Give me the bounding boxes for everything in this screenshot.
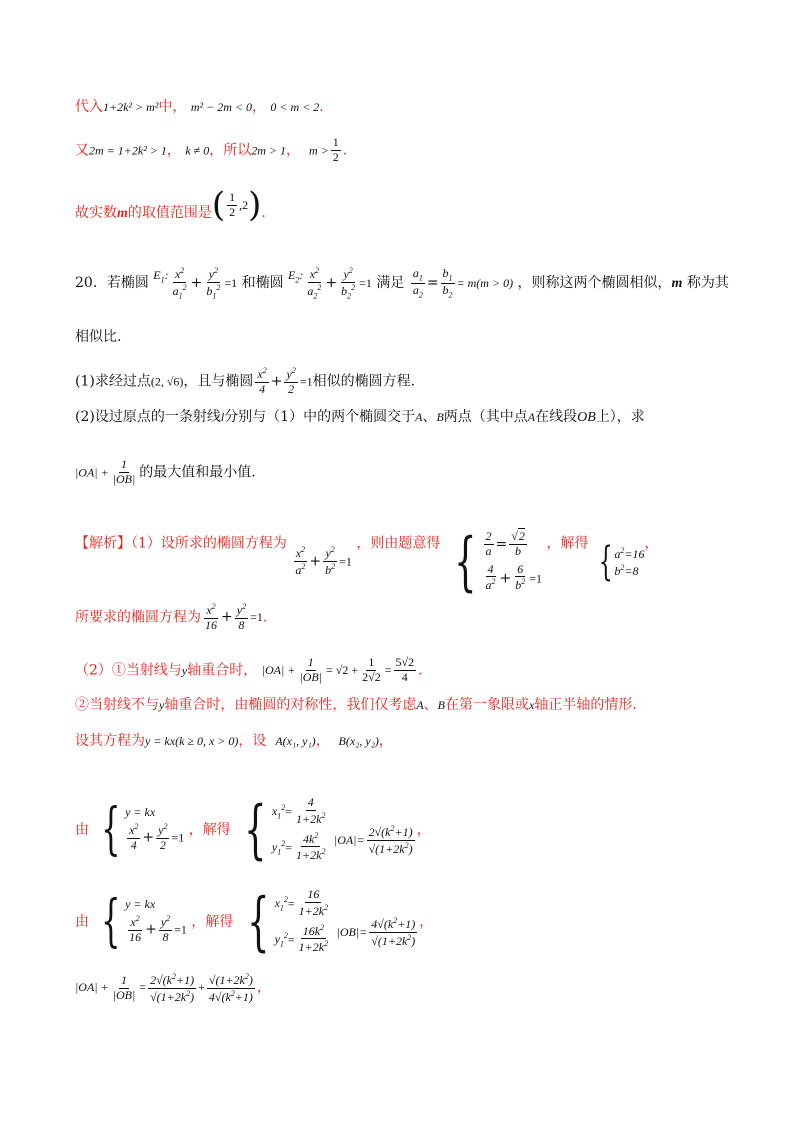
text: . <box>319 99 324 115</box>
math: m <box>671 276 683 292</box>
solution-tag: 【解析】 <box>75 535 131 552</box>
math: A <box>415 410 423 424</box>
math: m <box>117 206 128 221</box>
math: (2, √6) <box>150 374 184 389</box>
text: ，且与椭圆 <box>183 373 254 390</box>
solution-2-case1: （2）①当射线与y轴重合时， |OA| + $\frac{1}{|OB|}$ = √2 + $\frac{1}{2√2}$ = $\frac{5√2}{4}$ . <box>75 655 423 684</box>
text: 代入 <box>75 99 103 115</box>
text: ，设 <box>238 733 267 749</box>
math: 1+2k² > m² <box>103 100 159 114</box>
set-equation: 设其方程为y = kx(k ≥ 0, x > 0)，设 A(x₁, y₁)， B(x₂, y₂)， <box>75 733 393 749</box>
text: 、 <box>422 409 437 425</box>
solution-2-case2 <box>75 698 637 712</box>
text: （2）①当射线与 <box>75 662 182 679</box>
system-2: 由 { y = kx $\frac{x^2}{16}$ + $\frac{y^2}{8}$ =1 ，解得 { $x_1^2=$ $\frac{16}{1+2k^2}$ $y_1^2=$ $\frac{16k^2}{1+2k^2}$ $_{|OB|= \frac{4√(k^2+1)}{√(1+2k^2)}}$ ， <box>75 884 434 959</box>
text: 所要求的椭圆方程为 <box>75 609 201 626</box>
text: 称为其 <box>686 275 729 292</box>
ellipse-e2: $E_2$: <box>288 268 304 285</box>
system-2-eq: { y = kx $\frac{x^2}{16}$ + $\frac{y^2}{8}$ =1 <box>101 888 187 954</box>
question-2-cont: |OA| + $\frac{1}{|OB|}$ 的最大值和最小值. <box>75 457 256 486</box>
text: 的最大值和最小值. <box>139 464 256 481</box>
math: l <box>220 410 225 424</box>
problem-20-cont <box>75 330 121 344</box>
text: 故实数 <box>75 205 117 221</box>
text: ，所以 <box>209 142 252 159</box>
text: 中， <box>158 99 187 115</box>
math: A <box>527 410 536 424</box>
text: ， <box>286 142 301 159</box>
math: 2m > 1 <box>251 143 287 158</box>
question-1: (1)求经过点(2, √6)，且与椭圆 $\frac{x^2}{4}$ + $\frac{y^2}{2}$ =1相似的椭圆方程. <box>75 366 416 396</box>
text: 轴正半轴的情形. <box>534 697 637 713</box>
text: 在线段 <box>535 409 578 425</box>
text: 在第一象限或 <box>445 697 530 713</box>
question-2 <box>75 410 645 425</box>
math: B(x₂, y₂) <box>338 734 379 748</box>
text: 由 <box>75 913 89 930</box>
text: . <box>342 142 348 159</box>
text: 的取值范围是 <box>127 205 212 221</box>
math: 2m = 1+2k² > 1 <box>89 143 167 158</box>
math: y <box>159 698 165 712</box>
text: ， <box>251 99 266 115</box>
text: (1)求经过点 <box>75 373 151 390</box>
system-1-solution: { $x_1^2=$ $\frac{4}{1+2k^2}$ $y_1^2=$ $\frac{4k^2}{1+2k^2}$ <box>244 792 326 867</box>
system-2-solution: { $x_1^2=$ $\frac{16}{1+2k^2}$ $y_1^2=$ $\frac{16k^2}{1+2k^2}$ <box>247 884 329 959</box>
math: B <box>437 698 446 712</box>
text: ，解得 <box>188 821 231 838</box>
math: B <box>436 410 444 424</box>
text: 满足 <box>376 275 405 292</box>
system-1-eq: { y = kx $\frac{x^2}{4}$ + $\frac{y^2}{2}$ =1 <box>101 796 185 862</box>
ellipse-e1: $E_1$: <box>153 268 169 285</box>
interval: ( $\frac{1}{2}$ ,2 ) <box>211 185 262 225</box>
text: ，解得 <box>546 535 589 552</box>
math: OB <box>577 410 596 425</box>
text: 和椭圆 <box>241 275 284 292</box>
text: 设其方程为 <box>75 733 145 749</box>
final-expression: |OA| + $\frac{1}{|OB|}$ = $\frac{2√(k^2+1)}{√(1+2k^2)}$ + $\frac{√(1+2k^2)}{4√(k^2+1)}$ ， <box>75 972 271 1004</box>
text: ， <box>419 913 434 930</box>
answer-line: 所要求的椭圆方程为 $\frac{x^2}{16}$ + $\frac{y^2}{8}$ =1. <box>75 602 268 632</box>
solution-1: 【解析】（1）设所求的椭圆方程为 $\frac{x^2}{a^2}$ + $\frac{y^2}{b^2}$ =1 ，则由题意得 { $\frac{2}{a}$ = $\frac{√2}{b}$ $\frac{4}{a^2}$ + $\frac{6}{b^2}$ =1 ，解得 { $a^2=16$ $b^2=8$ ， <box>75 524 659 599</box>
text: ②当射线不与 <box>75 697 159 713</box>
text: ， <box>378 733 393 749</box>
math: 0 < m < 2 <box>270 100 320 114</box>
text: ，解得 <box>191 913 234 930</box>
text: 、 <box>423 697 438 713</box>
text: 轴重合时，由椭圆的对称性，我们仅考虑 <box>164 697 417 713</box>
text: 由 <box>75 821 89 838</box>
text: ， <box>166 142 181 159</box>
math: x <box>529 698 535 712</box>
text: 相似的椭圆方程. <box>312 373 416 390</box>
line-and-so <box>75 136 347 165</box>
equation-system: { $\frac{2}{a}$ = $\frac{√2}{b}$ $\frac{4}{a^2}$ + $\frac{6}{b^2}$ =1 <box>453 524 543 599</box>
line-range <box>75 185 266 230</box>
math: m > <box>308 143 329 158</box>
math: m² − 2m < 0 <box>190 100 252 114</box>
problem-number: 20．若椭圆 <box>75 275 149 292</box>
text: 相似比. <box>75 329 122 345</box>
text: 又 <box>75 142 89 159</box>
solution-system: { $a^2=16$ $b^2=8$ <box>598 538 645 585</box>
text: ， <box>416 821 431 838</box>
line-substitute <box>75 100 324 114</box>
text: 两点（其中点 <box>443 409 528 425</box>
text: ， <box>644 535 659 552</box>
math: A <box>416 698 424 712</box>
fraction-half: $\frac{1}{2}$ <box>332 135 339 164</box>
text: 分别与（1）中的两个椭圆交于 <box>224 409 416 425</box>
math: A(x₁, y₁) <box>275 734 316 748</box>
text: (2)设过原点的一条射线 <box>75 409 221 425</box>
system-1: 由 { y = kx $\frac{x^2}{4}$ + $\frac{y^2}{2}$ =1 ，解得 { $x_1^2=$ $\frac{4}{1+2k^2}$ $y_1^2=$ $\frac{4k^2}{1+2k^2}$ $_{|OA|= \frac{2√(k^2+1)}{√(1+2k^2)}}$ ， <box>75 792 431 867</box>
text: . <box>262 609 268 626</box>
math: k ≠ 0 <box>185 143 210 158</box>
text: 轴重合时， <box>187 662 258 679</box>
math: y <box>181 663 188 678</box>
text: （1）设所求的椭圆方程为 <box>131 535 287 552</box>
text: ，则称这两个椭圆相似， <box>517 275 672 292</box>
text: 上），求 <box>595 409 645 425</box>
text: . <box>261 205 266 221</box>
text: ， <box>256 979 271 996</box>
text: . <box>418 662 423 679</box>
problem-20: 20．若椭圆 $E_1$: $\frac{x^2}{a_1^2}$ + $\frac{y^2}{b_1^2}$ =1 和椭圆 $E_2$: $\frac{x^2}{a_2^2}$ + $\frac{y^2}{b_2^2}$ =1 满足 $\frac{a_1}{a_2}$ = $\frac{b_1}{b_2}$ = m(m > 0) ，则称这两个椭圆相似，m 称为其 <box>75 266 729 301</box>
math: y = kx(k ≥ 0, x > 0) <box>145 734 239 748</box>
text: ，则由题意得 <box>356 535 441 552</box>
